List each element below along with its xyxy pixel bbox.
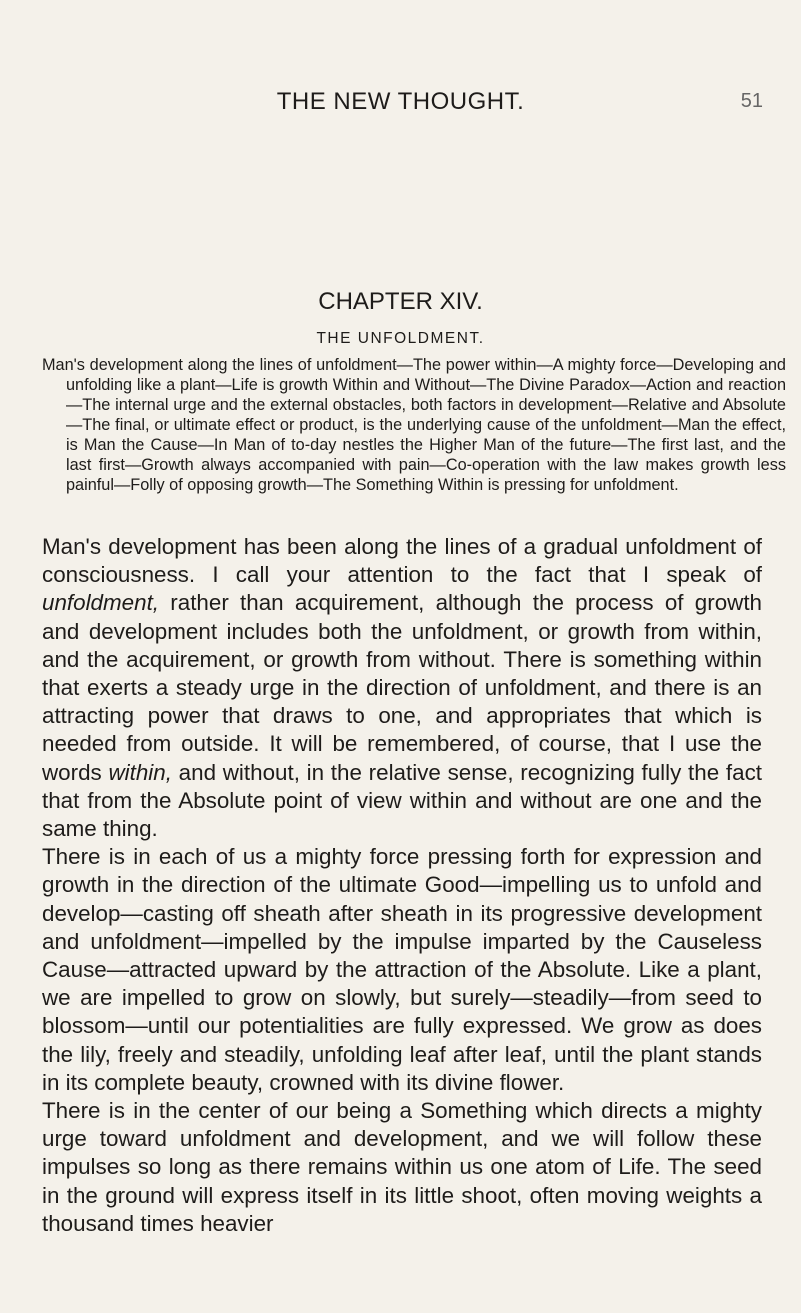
emphasis-within: within, xyxy=(108,759,172,785)
paragraph-3: There is in the center of our being a Something which directs a mighty urge toward unfoldment and development, and we will follow these impulses so long as there remains within us one atom of Life. The seed in the ground will express itself in its little shoot, often moving weights a thousand times heavier xyxy=(42,1098,762,1236)
emphasis-unfoldment: unfoldment, xyxy=(42,590,160,616)
paragraph-1-part-c: and without, in the relative sense, recognizing fully the fact that from the Absolute point of view within and without are one and the same thing. xyxy=(42,759,763,842)
paragraph-1-part-b: rather than acquirement, although the process of growth and development includes both the unfoldment, or growth from within, and the acquirement, or growth from without. There is something within that exerts a steady urge in the direction of unfoldment, and there is an attracting power that draws to one, and appropriates that which is needed from outside. It will be remembered, of course, that I use the words xyxy=(42,590,762,785)
chapter-subtitle: THE UNFOLDMENT. xyxy=(316,330,485,347)
paragraph-1-part-a: Man's development has been along the lines of a gradual unfoldment of consciousness. I call your attention to the fact that I speak of xyxy=(42,534,762,588)
chapter-body xyxy=(42,533,762,1238)
page-number: 51 xyxy=(740,90,763,112)
chapter-title: CHAPTER XIV. xyxy=(318,288,483,315)
running-header: THE NEW THOUGHT. xyxy=(276,88,525,115)
chapter-synopsis: Man's development along the lines of unfoldment—The power within—A mighty force—Developing and unfolding like a plant—Life is growth Within and Without—The Divine Paradox—Action and reaction—The internal urge and the external obstacles, both factors in development—Relative and Absolute—The final, or ultimate effect or product, is the underlying cause of the unfoldment—Man the effect, is Man the Cause—In Man of to-day nestles the Higher Man of the future—The first last, and the last first—Growth always accompanied with pain—Co-operation with the law makes growth less painful—Folly of opposing growth—The Something Within is pressing for unfoldment. xyxy=(42,356,786,494)
paragraph-2: There is in each of us a mighty force pressing forth for expression and growth in the direction of the ultimate Good—impelling us to unfold and develop—casting off sheath after sheath in its progressive development and unfoldment—impelled by the impulse imparted by the Causeless Cause—attracted upward by the attraction of the Absolute. Like a plant, we are impelled to grow on slowly, but surely—steadily—from seed to blossom—until our potentialities are fully expressed. We grow as does the lily, freely and steadily, unfolding leaf after leaf, until the plant stands in its complete beauty, crowned with its divine flower. xyxy=(42,844,762,1095)
paragraph-1 xyxy=(42,533,762,843)
